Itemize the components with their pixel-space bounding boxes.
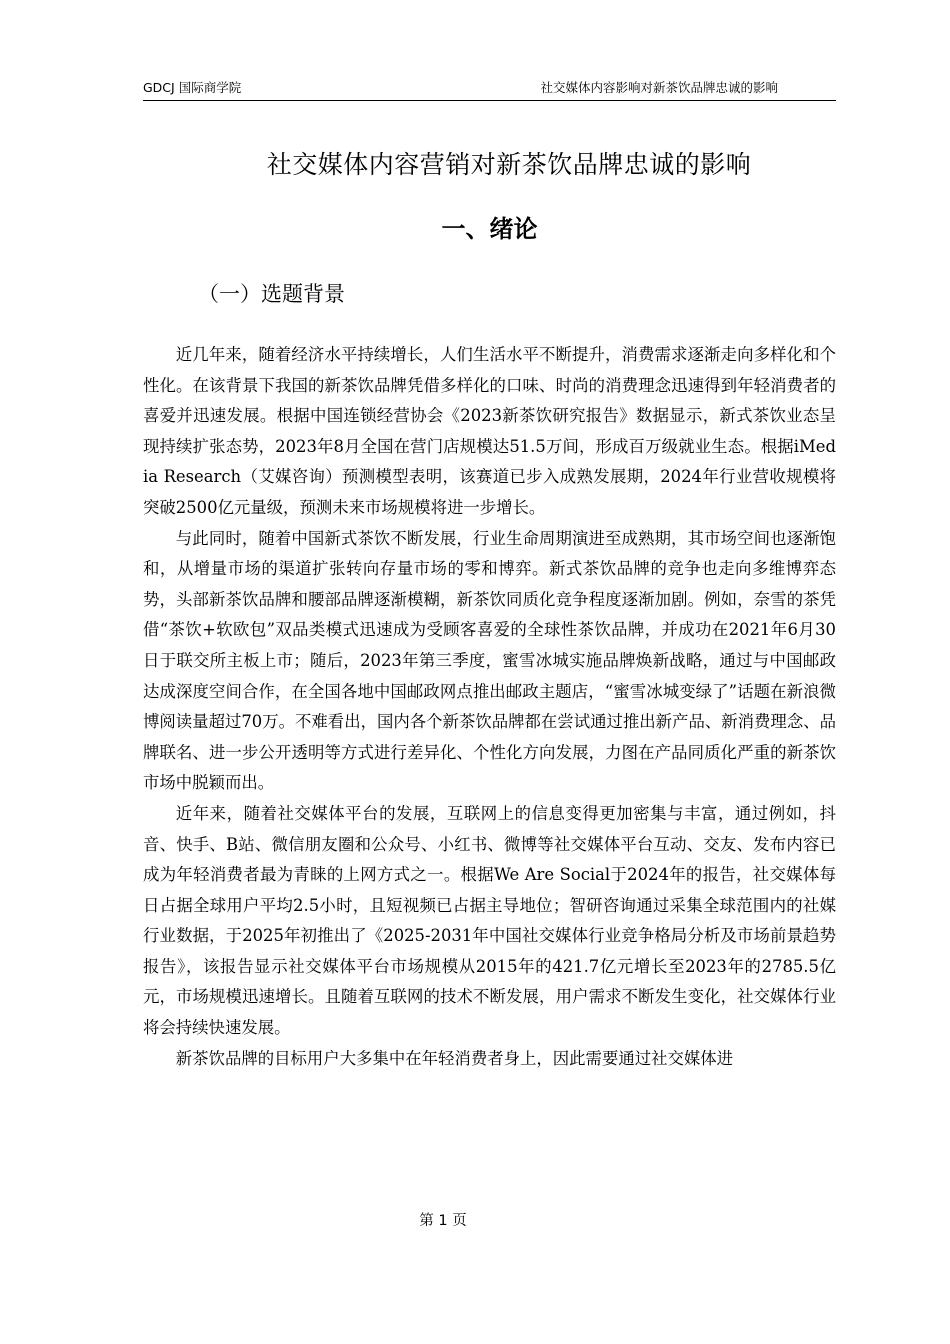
subsection-heading: （一）选题背景 [198, 282, 345, 306]
page-header [143, 80, 836, 101]
page-number: 第 1 页 [419, 1213, 467, 1229]
header-institution: GDCJ 国际商学院 [143, 80, 242, 95]
paragraph: 近年来，随着社交媒体平台的发展，互联网上的信息变得更加密集与丰富，通过例如，抖音、快手、B站、微信朋友圈和公众号、小红书、微博等社交媒体平台互动、交友、发布内容已成为年轻消费者最为青睐的上网方式之一。根据We Are Social于2024年的报告，社交媒体每日占据全球用户平均2.5小时，且短视频已占据主导地位；智研咨询通过采集全球范围内的社媒行业数据，于2025年初推出了《2025-2031年中国社交媒体行业竞争格局分析及市场前景趋势报告》，该报告显示社交媒体平台市场规模从2015年的421.7亿元增长至2023年的2785.5亿元，市场规模迅速增长。且随着互联网的技术不断发展，用户需求不断发生变化，社交媒体行业将会持续快速发展。 [143, 803, 836, 1038]
body-text [143, 340, 836, 1074]
paragraph: 新茶饮品牌的目标用户大多集中在年轻消费者身上，因此需要通过社交媒体进 [175, 1048, 734, 1068]
document-title: 社交媒体内容营销对新茶饮品牌忠诚的影响 [266, 150, 752, 179]
section-heading: 一、绪论 [441, 215, 538, 243]
paragraph: 近几年来，随着经济水平持续增长，人们生活水平不断提升，消费需求逐渐走向多样化和个性化。在该背景下我国的新茶饮品牌凭借多样化的口味、时尚的消费理念迅速得到年轻消费者的喜爱并迅速发展。根据中国连锁经营协会《2023新茶饮研究报告》数据显示，新式茶饮业态呈现持续扩张态势，2023年8月全国在营门店规模达51.5万间，形成百万级就业生态。根据iMedia Research（艾媒咨询）预测模型表明，该赛道已步入成熟发展期，2024年行业营收规模将突破2500亿元量级，预测未来市场规模将进一步增长。 [143, 345, 836, 517]
paragraph: 与此同时，随着中国新式茶饮不断发展，行业生命周期演进至成熟期，其市场空间也逐渐饱和，从增量市场的渠道扩张转向存量市场的零和博弈。新式茶饮品牌的竞争也走向多维博弈态势，头部新茶饮品牌和腰部品牌逐渐模糊，新茶饮同质化竞争程度逐渐加剧。例如，奈雪的茶凭借“茶饮+软欧包”双品类模式迅速成为受顾客喜爱的全球性茶饮品牌，并成功在2021年6月30日于联交所主板上市；随后，2023年第三季度，蜜雪冰城实施品牌焕新战略，通过与中国邮政达成深度空间合作，在全国各地中国邮政网点推出邮政主题店，“蜜雪冰城变绿了”话题在新浪微博阅读量超过70万。不难看出，国内各个新茶饮品牌都在尝试通过推出新产品、新消费理念、品牌联名、进一步公开透明等方式进行差异化、个性化方向发展，力图在产品同质化严重的新茶饮市场中脱颖而出。 [143, 528, 836, 793]
header-running-title: 社交媒体内容影响对新茶饮品牌忠诚的影响 [540, 80, 778, 95]
